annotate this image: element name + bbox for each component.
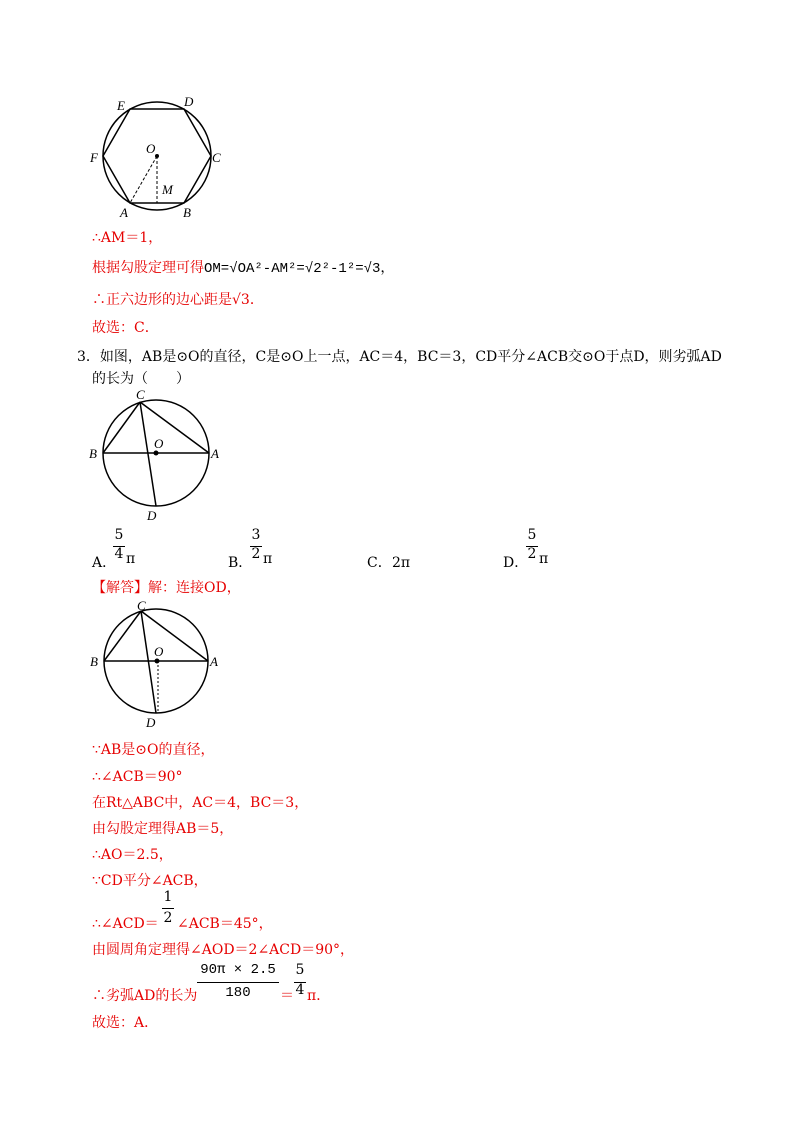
- pythagoras-equation: OM=√OA²-AM²=√2²-1²=√3，: [204, 261, 395, 277]
- solution-header-line: [92, 578, 241, 598]
- option-d-pi: π: [539, 551, 549, 567]
- question-number: 3．: [77, 349, 100, 365]
- label-A: A: [210, 654, 218, 669]
- option-d-denominator: 2: [527, 546, 537, 562]
- option-a-denominator: 4: [114, 546, 124, 562]
- label-E: E: [117, 98, 125, 113]
- arc-equals: ＝: [280, 988, 294, 1004]
- label-O: O: [146, 141, 156, 156]
- label-A: A: [120, 205, 128, 220]
- option-b-denominator: 2: [251, 546, 261, 562]
- prev-line-apothem: ∴正六边形的边心距是√3．: [92, 292, 264, 308]
- prev-line-om: [92, 258, 394, 279]
- arc-denominator: 180: [225, 985, 251, 1001]
- question-text-line2: 的长为（ ）: [92, 371, 190, 387]
- solution-answer: 故选：A．: [92, 1015, 159, 1031]
- solution-figure: [85, 598, 225, 733]
- label-O: O: [154, 436, 164, 451]
- solution-aod: 由圆周角定理得∠AOD＝2∠ACD＝90°，: [92, 942, 355, 958]
- option-b-pi: π: [263, 551, 273, 567]
- option-c-value: 2π: [392, 555, 411, 571]
- arc-result-suffix: π．: [307, 988, 331, 1004]
- label-C: C: [137, 598, 146, 613]
- prev-line-am: ∴AM＝1，: [92, 230, 163, 246]
- label-B: B: [90, 654, 98, 669]
- solution-intro: 解：连接OD，: [148, 580, 241, 596]
- arc-result-numerator: 5: [295, 962, 305, 978]
- label-C: C: [212, 150, 221, 165]
- solution-step-1: ∵AB是⊙O的直径，: [92, 742, 215, 758]
- label-F: F: [90, 150, 98, 165]
- solution-step-6: ∵CD平分∠ACB，: [92, 873, 208, 889]
- option-d-label: D．: [503, 555, 529, 571]
- label-O: O: [154, 644, 164, 659]
- label-D: D: [184, 94, 194, 109]
- prev-line-answer: 故选：C．: [92, 320, 159, 336]
- acd-numerator: 1: [163, 889, 173, 905]
- label-M: M: [162, 182, 173, 197]
- option-b-label: B．: [228, 555, 253, 571]
- label-D: D: [147, 508, 157, 523]
- option-a-pi: π: [126, 551, 136, 567]
- arc-result-denominator: 4: [295, 982, 305, 998]
- option-a-numerator: 5: [114, 527, 124, 543]
- label-D: D: [146, 715, 156, 730]
- acd-prefix: ∴∠ACD＝: [92, 916, 159, 932]
- arc-prefix: ∴劣弧AD的长为: [92, 988, 198, 1004]
- label-B: B: [89, 446, 97, 461]
- question-figure: [85, 388, 225, 523]
- label-B: B: [183, 205, 191, 220]
- acd-suffix: ∠ACB＝45°，: [177, 916, 273, 932]
- arc-fraction-bar: [197, 982, 279, 983]
- acd-denominator: 2: [163, 910, 173, 926]
- option-b-numerator: 3: [251, 527, 261, 543]
- label-A: A: [211, 446, 219, 461]
- acd-fraction-bar: [162, 908, 174, 909]
- question-text-line1: [77, 347, 722, 367]
- solution-step-5: ∴AO＝2.5，: [92, 847, 173, 863]
- label-C: C: [136, 388, 145, 402]
- hexagon-figure: [80, 92, 230, 222]
- solution-step-3: 在Rt△ABC中，AC＝4，BC＝3，: [92, 795, 309, 811]
- prev-line-om-prefix: 根据勾股定理可得: [92, 260, 204, 276]
- option-d-numerator: 5: [527, 527, 537, 543]
- question-stem: 如图，AB是⊙O的直径，C是⊙O上一点，AC＝4，BC＝3，CD平分∠ACB交⊙O于点D，则劣弧AD: [99, 349, 722, 365]
- solution-step-4: 由勾股定理得AB＝5，: [92, 821, 234, 837]
- arc-numerator: 90π × 2.5: [200, 962, 276, 978]
- option-c-label: C．: [367, 555, 392, 571]
- solution-header: 【解答】: [92, 580, 148, 596]
- solution-step-2: ∴∠ACB＝90°: [92, 769, 183, 785]
- option-a-label: A．: [92, 555, 117, 571]
